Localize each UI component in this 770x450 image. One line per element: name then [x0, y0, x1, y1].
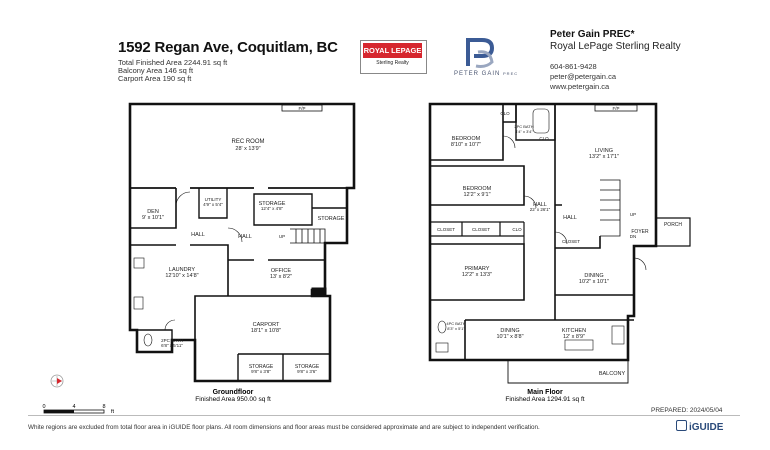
- royal-lepage-sub: Sterling Realty: [376, 60, 409, 66]
- mf-room-5: HALL: [563, 215, 577, 221]
- scale-tick-1: 4: [72, 404, 76, 410]
- mf-up: UP: [629, 212, 637, 217]
- mf-room-13: 2PC BATH: [514, 124, 534, 129]
- main-floor-label: Main Floor: [527, 389, 563, 396]
- mf-room-8: KITCHEN: [561, 328, 587, 334]
- mf-room-16: CLO: [512, 227, 522, 232]
- peter-gain-wordmark: PETER GAIN PREC: [454, 71, 519, 77]
- mf-room-7-dim: 10'1" x 8'8": [496, 334, 524, 340]
- gf-room-5: HALL: [191, 232, 205, 238]
- iguide-icon: [676, 420, 687, 431]
- mf-room-18: CLOSET: [471, 227, 491, 232]
- scale-bar: [42, 404, 114, 415]
- mf-room-11: BALCONY: [598, 371, 626, 377]
- mf-room-4-dim: 22' x 26'1": [529, 207, 551, 212]
- gf-room-9-dim: 18'1" x 10'8": [250, 328, 282, 334]
- mf-room-8-dim: 12' x 8'9": [562, 334, 586, 340]
- balcony-area: Balcony Area 146 sq ft: [118, 66, 194, 75]
- gf-room-12-dim: 9'8" x 3'6": [297, 369, 317, 374]
- ground-floor-area: Finished Area 950.00 sq ft: [195, 396, 271, 403]
- mf-room-0: BEDROOM: [451, 136, 481, 142]
- mf-room-6: DINING: [584, 273, 604, 279]
- gf-room-10: 2PC BATH: [161, 338, 183, 343]
- agent-website[interactable]: www.petergain.ca: [550, 82, 610, 91]
- mf-room-3-dim: 13'2" x 17'1": [588, 154, 620, 160]
- scale-tick-2: 8: [102, 404, 106, 410]
- agent-phone[interactable]: 604-861-9428: [550, 62, 597, 71]
- main-floor-area: Finished Area 1294.91 sq ft: [505, 396, 585, 403]
- total-area: Total Finished Area 2244.91 sq ft: [118, 58, 228, 67]
- scale-unit: ft: [111, 409, 115, 415]
- mf-dn: DN: [629, 234, 637, 239]
- gf-room-10-dim: 6'8" x 5'11": [161, 343, 183, 348]
- disclaimer: White regions are excluded from total floor area in iGUIDE floor plans. All room dimensions and floor areas must be considered approximate and are subject to independent verification.: [28, 424, 540, 431]
- gf-room-2-dim: 4'9" x 5'4": [203, 202, 223, 207]
- mf-room-17: CLOSET: [436, 227, 456, 232]
- footer-divider: [28, 415, 740, 416]
- agent-email[interactable]: peter@petergain.ca: [550, 72, 616, 81]
- gf-room-1: DEN: [147, 209, 159, 215]
- gf-room-12: STORAGE: [294, 364, 320, 370]
- mf-room-2: PRIMARY: [464, 266, 490, 272]
- mf-room-19: CLOSET: [561, 239, 581, 244]
- gf-room-3: STORAGE: [258, 201, 286, 207]
- mf-room-2-dim: 12'2" x 13'3": [461, 272, 493, 278]
- mf-room-15: CLO: [539, 136, 549, 141]
- gf-room-11-dim: 9'8" x 3'8": [251, 369, 271, 374]
- gf-room-0: REC ROOM: [231, 139, 265, 145]
- carport-area: Carport Area 190 sq ft: [118, 74, 192, 83]
- mf-room-12: 4PC BATH: [446, 321, 466, 326]
- royal-lepage-wordmark: ROYAL LEPAGE: [363, 43, 422, 58]
- gf-up: UP: [278, 234, 286, 239]
- gf-room-1-dim: 9' x 10'1": [141, 215, 165, 221]
- mf-room-6-dim: 10'2" x 10'1": [578, 279, 610, 285]
- iguide-logo: iGUIDE: [676, 420, 723, 433]
- mf-room-7: DINING: [500, 328, 520, 334]
- gf-room-6: HALL: [238, 234, 252, 240]
- mf-room-10: PORCH: [663, 222, 683, 228]
- gf-fp: F/P: [298, 106, 306, 111]
- mf-fp: F/P: [612, 106, 620, 111]
- prepared-date: PREPARED: 2024/05/04: [651, 407, 723, 414]
- mf-room-0-dim: 8'10" x 10'7": [450, 142, 482, 148]
- agent-company: Royal LePage Sterling Realty: [550, 41, 681, 52]
- gf-room-2: UTILITY: [204, 197, 222, 202]
- gf-room-9: CARPORT: [252, 322, 280, 328]
- mf-room-13-dim: 4'4" x 3'4": [515, 129, 533, 134]
- mf-room-1: BEDROOM: [462, 186, 492, 192]
- gf-room-7: LAUNDRY: [168, 267, 196, 273]
- main-floor-room-labels: [437, 106, 682, 377]
- ground-floor-label: Groundfloor: [212, 389, 254, 396]
- mf-room-12-dim: 8'3" x 5'1": [447, 326, 465, 331]
- agent-name: Peter Gain PREC*: [550, 29, 635, 40]
- scale-tick-0: 0: [42, 404, 46, 410]
- gf-room-4: STORAGE: [317, 216, 345, 222]
- gf-room-0-dim: 28' x 13'9": [235, 146, 261, 152]
- gf-room-7-dim: 12'10" x 14'8": [165, 273, 199, 279]
- property-address: 1592 Regan Ave, Coquitlam, BC: [118, 39, 338, 56]
- mf-room-3: LIVING: [594, 148, 614, 154]
- mf-room-4: HALL: [533, 202, 547, 208]
- gf-room-8-dim: 13' x 8'2": [269, 274, 293, 280]
- gf-room-11: STORAGE: [248, 364, 274, 370]
- mf-room-1-dim: 12'2" x 9'1": [463, 192, 491, 198]
- mf-room-14: CLO: [500, 111, 510, 116]
- gf-room-8: OFFICE: [270, 268, 292, 274]
- compass-icon: [51, 375, 63, 387]
- mf-room-9: FOYER: [631, 229, 649, 235]
- gf-room-3-dim: 12'4" x 4'8": [260, 206, 284, 211]
